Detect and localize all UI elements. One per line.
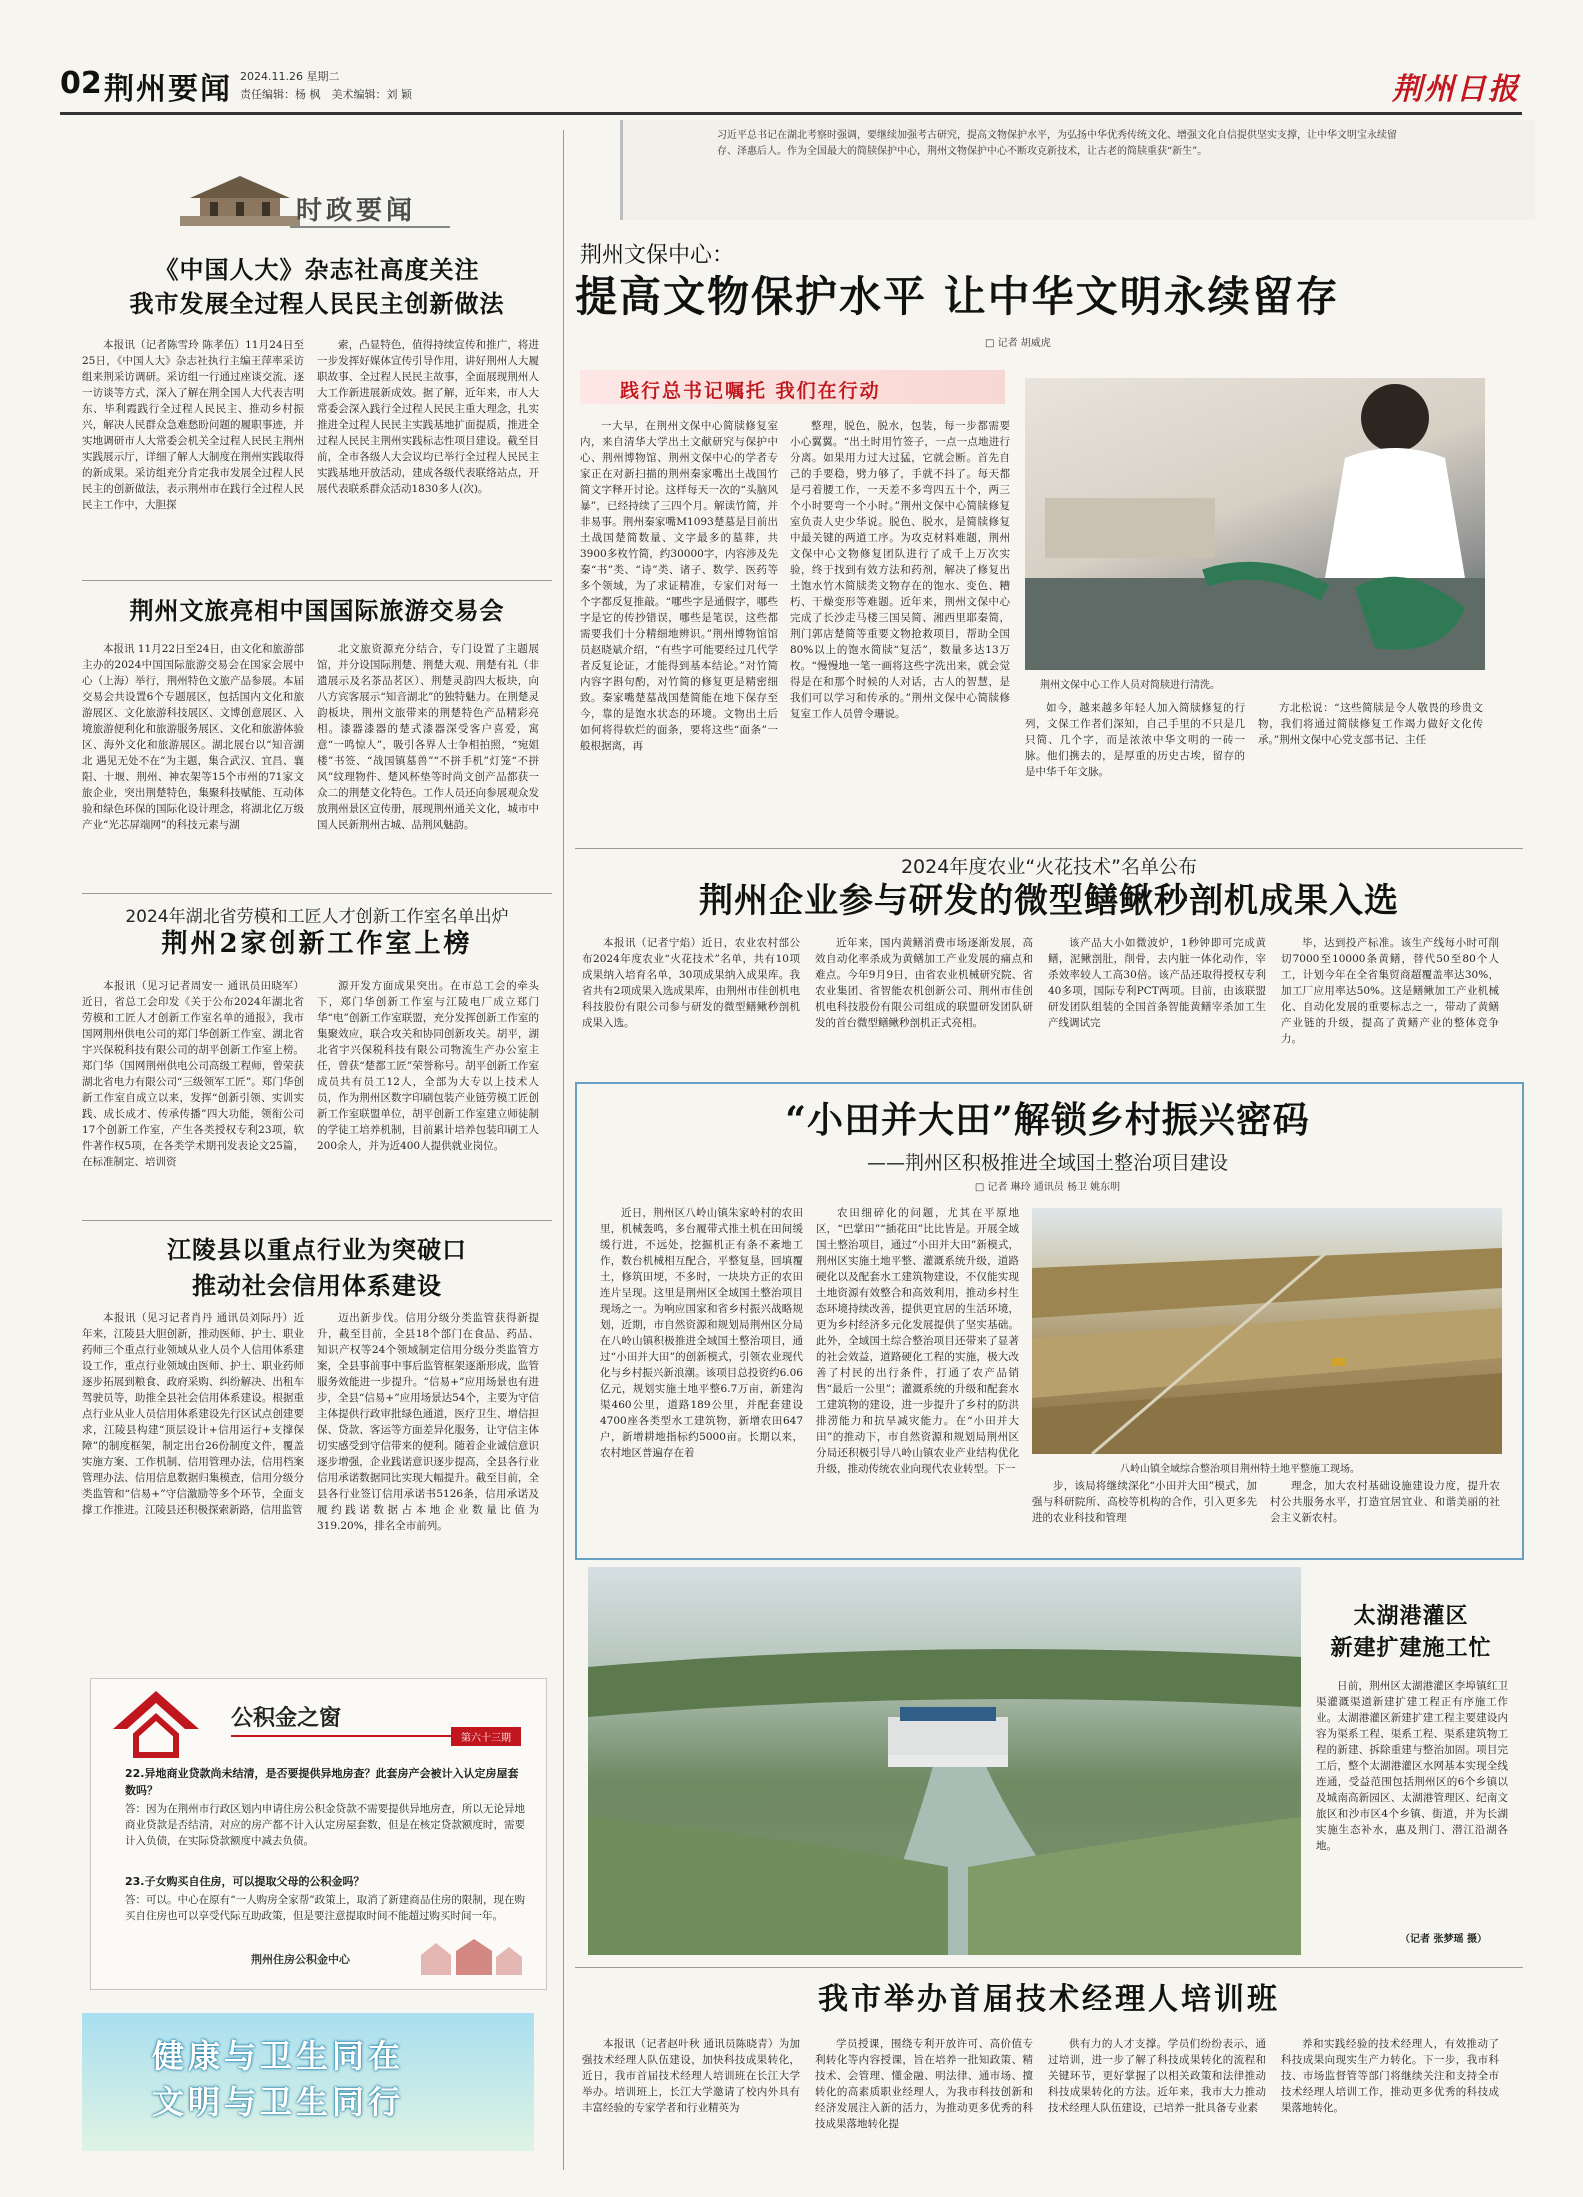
article4-title-line1: 江陵县以重点行业为突破口 bbox=[167, 1235, 467, 1264]
housing-fund-issue-badge: 第六十三期 bbox=[451, 1727, 521, 1746]
divider bbox=[575, 848, 1523, 849]
editors: 责任编辑：杨 枫 美术编辑：刘 颖 bbox=[240, 88, 412, 101]
quote-box bbox=[620, 120, 1535, 220]
housing-fund-a2: 答：可以。中心在原有“一人购房全家帮”政策上，取消了新建商品住房的限制，现在购买自住房也可以享受代际互助政策，但是要注意提取时间不能超过购买时间一年。 bbox=[125, 1894, 525, 1922]
article1-col1: 本报讯（记者陈雪玲 陈孝伍）11月24日至25日，《中国人大》杂志社执行主编王萍率采访组来荆采访调研。采访组一行通过座谈交流、逐一访谈等方式，深入了解在荆全国人大代表吉明东、毕利霞践行全过程人民民主、推动乡村振兴，解决人民群众急难愁盼问题的履职事迹，并实地调研市人大常委会机关全过程人民民主荆州实践展示厅，详细了解人大制度在荆州实践取得的新成果。采访组充分肯定我市发展全过程人民民主的创新做法，表示荆州市在践行全过程人民民主工作中，大胆探 bbox=[82, 339, 304, 511]
article4-col1: 本报讯（见习记者肖丹 通讯员刘际丹）近年来，江陵县大胆创新，推动医师、护士、职业药师三个重点行业领域从业人员个人信用体系建设工作，重点行业领域由医师、护士、职业药师逐步拓展到粮食、政府采购、纠纷解决、出租车驾驶员等，助推全县社会信用体系建设。根据重点行业从业人员信用体系建设先行区试点创建要求，江陵县构建“顶层设计+信用运行+支撑保障”的制度框架，制定出台26份制度文件，覆盖实施方案、工作机制、信用管理办法，信用档案管理办法、信用信息数据归集模查，信用分级分类监管和“信易+”守信激励等多个环节，全面支撑工作推进。江陵县还积极探索新路，信用监管 bbox=[82, 1312, 304, 1516]
housing-fund-title-rule bbox=[231, 1735, 451, 1737]
lead-photo-caption: 荆州文保中心工作人员对简牍进行清洗。 bbox=[1040, 680, 1220, 691]
lead-col1: 一大早，在荆州文保中心简牍修复室内，来自清华大学出土文献研究与保护中心、荆州博物馆、荆州文保中心的学者专家正在对新扫描的荆州秦家嘴出土战国竹简文字释开讨论。这样每天一次的“头脑风暴”，已经持续了三四个月。解读竹简，并非易事。荆州秦家嘴M1093楚墓是目前出土战国楚简数量、文字最多的墓葬，共3900多枚竹简，约30000字，内容涉及先秦“书”类、“诗”类、诸子、数学、医药等多个领域，为了求证精准，专家们对每一个字都反复推敲。“哪些字是通假字，哪些字是它的传抄错误，哪些是笔误，这些都需要我们十分精细地辨识。”荆州博物馆馆员赵晓斌介绍，“有些字可能要经过几代学者反复论证，才能得到基本结论。”对竹简内容字斟句酌，对竹简的修复更是精密细致。秦家嘴楚墓战国楚简能在地下保存至今，靠的是饱水状态的环境。文物出土后如何将得软烂的面条，要将这些“面条”一般根据离，再 bbox=[580, 420, 778, 752]
article2-title: 荆州文旅亮相中国国际旅游交易会 bbox=[129, 596, 505, 625]
article2-col2: 北文旅资源充分结合，专门设置了主题展馆，并分设国际荆楚、荆楚大观、荆楚有礼（非遗展示及名茶品茗区）、荆楚灵韵四大板块，向八方宾客展示“知音湖北”的独特魅力。在荆楚灵韵板块，荆州文旅带来的荆楚特色产品精彩亮相。漆器漆器的楚式漆器深受客户喜爱，寓意“一鸣惊人”，吸引各界人士争相拍照，“宛姐楼”书签、“战国镇墓兽”“不拼手机”灯笼“不拼风”纹理物件、楚风杯垫等时尚文创产品都获一众二的荆楚文化特色。工作人员还向参展观众发放荆州景区宣传册，展现荆州通关文化，城市中国人民新荆州古城、品荆风魅韵。 bbox=[317, 643, 539, 831]
housing-fund-q1: 22.异地商业贷款尚未结清，是否要提供异地房查？此套房产会被计入认定房屋套数吗？ bbox=[125, 1767, 519, 1797]
article1-title-line1: 《中国人大》杂志社高度关注 bbox=[154, 255, 480, 284]
divider bbox=[82, 1220, 552, 1221]
divider bbox=[575, 1967, 1523, 1968]
article6-col2: 农田细碎化的问题，尤其在平原地区，“巴掌田”“插花田”比比皆是。开展全域国土整治项目，通过“小田并大田”新模式，荆州区实施土地平整、灌溉系统升级，道路硬化以及配套水工建筑物建设，不仅能实现土地资源有效整合和高效利用，推动乡村生态环境持续改善，提供更宜居的生活环境，更为乡村经济多元化发展提供了坚实基础。此外，全域国土综合整治项目还带来了显著的社会效益，道路硬化工程的实施，极大改善了村民的出行条件，打通了农产品销售“最后一公里”；灌溉系统的升级和配套水工建筑物的建设，进一步提升了乡村的防洪排涝能力和抗旱减灾能力。在“小田并大田”的推动下，市自然资源和规划局荆州区分局还积极引导八岭山镇农业产业结构优化升级，推动传统农业向现代农业转型。下一 bbox=[816, 1207, 1019, 1475]
article7-title-line1: 太湖港灌区 bbox=[1353, 1603, 1469, 1629]
quote-text: 习近平总书记在湖北考察时强调，要继续加强考古研究，提高文物保护水平，为弘扬中华优秀传统文化、增强文化自信提供坚实支撑，让中华文明宝永续留存、泽惠后人。作为全国最大的简牍保护中心，荆州文物保护中心不断攻克新技术，让古老的简牍重获“新生”。 bbox=[717, 130, 1397, 157]
health-banner bbox=[82, 2013, 534, 2151]
masthead-rule bbox=[60, 112, 1522, 115]
header-underline bbox=[290, 226, 450, 228]
newspaper-logo: 荆州日报 bbox=[1392, 72, 1520, 107]
article6-col3: 步，该局将继续深化“小田并大田”模式，加强与科研院所、高校等机构的合作，引入更多先进的农业科技和管理 bbox=[1032, 1480, 1257, 1524]
housing-fund-q2: 23.子女购买自住房，可以提取父母的公积金吗？ bbox=[125, 1875, 365, 1888]
article8-col2: 学员授课，围绕专利开放许可、高价值专利转化等内容授课，旨在培养一批知政策、精技术、会管理、懂金融、明法律、通市场、擅转化的高素质职业经理人，为我市科技创新和经济发展注入新的活力，为推动更多优秀的科技成果落地转化提 bbox=[815, 2038, 1033, 2130]
housing-fund-a1: 答：因为在荆州市行政区划内申请住房公积金贷款不需要提供异地房查，所以无论异地商业贷款是否结清，对应的房产都不计入认定房屋套数，但是在核定贷款额度时，需要计入负债，在实际贷款额度中减去负债。 bbox=[125, 1803, 525, 1847]
divider bbox=[82, 580, 552, 581]
article8-col1: 本报讯（记者赵叶秋 通讯员陈晓青）为加强技术经理人队伍建设，加快科技成果转化，近日，我市首届技术经理人培训班在长江大学举办。培训班上，长江大学邀请了校内外具有丰富经验的专家学者和行业精英为 bbox=[582, 2038, 800, 2114]
article5-col3: 该产品大小如微波炉，1秒钟即可完成黄鳝，泥鳅剖肚，削骨，去内脏一体化动作，宰杀效率较人工高30倍。该产品还取得授权专利40多项，国际专利PCT两项。目前，由该联盟研发团队组装的全国首条智能黄鳝宰杀加工生产线调试完 bbox=[1048, 937, 1266, 1029]
article7-credit: （记者 张梦瑶 摄） bbox=[1400, 1934, 1487, 1945]
lead-slogan bbox=[580, 370, 1005, 404]
lead-col2: 整理，脱色，脱水，包装，每一步都需要小心翼翼。“出土时用竹签子，一点一点地进行分离。如果用力过大过猛，它就会断。首先自己的手要稳，劈力够了，手就不抖了。每天都是弓着腰工作，一天差不多弯四五十个，两三个小时要弯一个小时。”荆州文保中心简牍修复室负责人史少华说。脱色、脱水，是简牍修复中最关键的两道工序。为攻克材料难题，荆州文保中心文物修复团队进行了成千上万次实验，终于找到有效方法和药剂，解决了修复出土饱水竹木简牍类文物存在的饱水、变色、糟朽、干燥变形等难题。近年来，荆州文保中心完成了长沙走马楼三国吴简、湘西里耶秦简，荆门郭店楚简等重要文物抢救项目，帮助全国80%以上的饱水简牍“复活”，数量多达13万枚。“慢慢地一笔一画将这些字洗出来，就会觉得是在和那个时候的人对话，古人的智慧，是我们可以学习和传承的。”荆州文保中心简牍修复室工作人员曾令珊说。 bbox=[790, 420, 1010, 720]
article7-body: 日前，荆州区太湖港灌区李埠镇红卫渠灌溉渠道新建扩建工程正有序施工作业。太湖港灌区新建扩建工程主要建设内容为渠系工程、渠系工程、渠系建筑物工程的新建、拆除重建与整治加固。项目完工后，整个太湖港灌区水网基本实现全线连通，受益范围包括荆州区的6个乡镇以及城南高新园区、太湖港管理区、纪南文旅区和沙市区4个乡镇、街道，并为长湖实施生态补水，惠及荆门、潜江沿湖各地。 bbox=[1316, 1680, 1508, 1852]
article5-pretitle: 2024年度农业“火花技术”名单公布 bbox=[900, 856, 1198, 878]
article6-col4: 理念，加大农村基础设施建设力度，提升农村公共服务水平，打造宜居宜业、和谐美丽的社会主义新农村。 bbox=[1270, 1480, 1500, 1524]
lead-byline: □ 记者 胡威虎 bbox=[985, 338, 1051, 349]
article7-title bbox=[1302, 1600, 1520, 1664]
housing-fund-box bbox=[90, 1678, 547, 1990]
article8-col3: 供有力的人才支撑。学员们纷纷表示，通过培训，进一步了解了科技成果转化的流程和关键环节，更好掌握了以相关政策和法律推动科技成果转化的方法。近年来，我市大力推动技术经理人队伍建设，已培养一批具备专业素 bbox=[1048, 2038, 1266, 2114]
banner-line1: 健康与卫生同在 bbox=[152, 2037, 405, 2075]
lead-slogan-text: 践行总书记嘱托 我们在行动 bbox=[620, 380, 881, 402]
lead-photo bbox=[1025, 378, 1485, 670]
article6-photo bbox=[1032, 1208, 1502, 1454]
article4-title-line2: 推动社会信用体系建设 bbox=[192, 1271, 442, 1300]
article5-col1: 本报讯（记者宁焰）近日，农业农村部公布2024年度农业“火花技术”名单，共有10项成果纳入培育名单，30项成果纳入成果库。我省共有2项成果入选成果库，由荆州市佳创机电科技股份有限公司参与研发的微型鳝鳅秒剖机成果入选。 bbox=[582, 937, 800, 1029]
column-header bbox=[180, 168, 450, 230]
housing-fund-title: 公积金之窗 bbox=[231, 1705, 342, 1731]
article1-title-line2: 我市发展全过程人民民主创新做法 bbox=[129, 289, 505, 318]
column-separator bbox=[563, 130, 564, 2170]
issue-date: 2024.11.26 星期二 bbox=[240, 70, 340, 83]
lead-col4: 方北松说：“这些简牍是令人敬畏的珍贵文物，我们将通过简牍修复工作竭力做好文化传承。”荆州文保中心党支部书记、主任 bbox=[1258, 702, 1483, 746]
section-title: 荆州要闻 bbox=[104, 72, 232, 107]
page-number: 02 bbox=[60, 66, 102, 101]
houses-icon bbox=[416, 1937, 526, 1977]
article5-title: 荆州企业参与研发的微型鳝鳅秒剖机成果入选 bbox=[699, 881, 1399, 921]
irrigation-photo bbox=[588, 1567, 1301, 1955]
field-photo bbox=[1032, 1208, 1502, 1454]
article3-pretitle: 2024年湖北省劳模和工匠人才创新工作室名单出炉 bbox=[125, 907, 509, 927]
article4-col2: 迈出新步伐。信用分级分类监管获得新提升，截至目前，全县18个部门在食品、药品、知识产权等24个领域制定信用分级分类监管方案，全县事前事中事后监管框架逐渐形成，监管服务效能进一步提升。“信易+”应用场景也有进步，全县“信易+”应用场景达54个，主要为守信主体提供行政审批绿色通道，医疗卫生、增信担保、贷款、客运等方面差异化服务，让守信主体切实感受到守信带来的便利。随着企业诚信意识逐步增强，企业践诺意识逐步提高，全县各行业信用承诺数据同比实现大幅提升。截至目前，全县各行业签订信用承诺书5126条，信用承诺及履约践诺数据占本地企业数量比值为319.20%，排名全市前列。 bbox=[317, 1312, 539, 1532]
article1-col2: 索，凸显特色，值得持续宣传和推广，将进一步发挥好媒体宣传引导作用，讲好荆州人大履职故事、全过程人民民主故事，全面展现荆州人大工作新进展新成效。据了解，近年来，市人大常委会深入践行全过程人民民主重大理念，扎实推进全过程人民民主实践基地扩面提质，推进全过程人民民主荆州实践标志性项目建设。截至目前，全市各级人大会议均已举行全过程人民民主实践基地开放活动，建成各级代表联络站点，开展代表联系群众活动1830多人(次)。 bbox=[317, 339, 539, 495]
article3-col2: 源开发方面成果突出。在市总工会的牵头下，郑门华创新工作室与江陵电厂成立郑门华“电”创新工作室联盟，充分发挥创新工作室的集聚效应，联合攻关和协同创新攻关。胡平，湖北省宇兴保税科技有限公司物流生产办公室主任，曾获“楚都工匠”荣誉称号。胡平创新工作室成员共有员工12人，全部为大专以上技术人员，作为荆州区数字印刷包装产业链劳模工匠创新工作室联盟单位，胡平创新工作室建立师徒制的学徒工培养机制，目前累计培养包装印刷工人200余人，并为近400人提供就业岗位。 bbox=[317, 980, 539, 1152]
banner-line2: 文明与卫生同行 bbox=[152, 2083, 405, 2121]
article3-title: 荆州2家创新工作室上榜 bbox=[161, 929, 473, 959]
article6-subtitle: ——荆州区积极推进全域国土整治项目建设 bbox=[866, 1152, 1228, 1174]
article5-col2: 近年来，国内黄鳝消费市场逐渐发展，高效自动化率杀成为黄鳝加工产业发展的痛点和难点。今年9月9日，由省农业机械研究院、省农业集团、省智能农机创新公司、荆州市佳创机电科技股份有限公司组成的联盟研发团队研发的首台微型鳝鳅秒剖机正式亮相。 bbox=[815, 937, 1033, 1029]
lead-kicker: 荆州文保中心： bbox=[580, 243, 735, 268]
article6-col1: 近日，荆州区八岭山镇朱家岭村的农田里，机械轰鸣，多台履带式推土机在田间缓缓行进，不远处，挖掘机正有条不紊地工作，数台机械相互配合，平整复垦，回填覆土，修筑田埂，不多时，一块块方正的农田连片呈现。这里是荆州区全域国土整治项目现场之一。为响应国家和省乡村振兴战略规划，近期，市自然资源和规划局荆州区分局在八岭山镇积极推进全域国土整治项目，通过“小田并大田”的创新模式，引领农业现代化与乡村振兴新浪潮。该项目总投资约6.06亿元，规划实施土地平整6.7万亩，新建沟渠460公里，道路189公里，并配套建设4700座各类型水工建筑物，新增农田647户，新增耕地指标约5000亩。长期以来，农村地区普遍存在着 bbox=[600, 1207, 803, 1459]
divider bbox=[82, 893, 552, 894]
lead-col3: 如今，越来越多年轻人加入简牍修复的行列，文保工作者们深知，自己手里的不只是几只简、几个字，而是浓浓中华文明的一砖一脉。他们携去的，是厚重的历史古埃，留存的是中华千年文脉。 bbox=[1025, 702, 1245, 778]
article4-title bbox=[82, 1232, 552, 1304]
article6-byline: □ 记者 琳玲 通讯员 杨卫 姚东明 bbox=[974, 1182, 1121, 1193]
column-header-title: 时政要闻 bbox=[296, 196, 417, 226]
lead-title: 提高文物保护水平 让中华文明永续留存 bbox=[575, 272, 1340, 321]
lab-photo bbox=[1025, 378, 1485, 670]
article7-title-line2: 新建扩建施工忙 bbox=[1330, 1635, 1492, 1661]
article6-photo-caption: 八岭山镇全域综合整治项目荆州特土地平整施工现场。 bbox=[1120, 1464, 1360, 1475]
article1-title bbox=[82, 253, 552, 321]
article5-col4: 毕，达到投产标准。该生产线每小时可削切7000至10000条黄鳝，替代50至80个人工，计划今年在全省集贸商超覆盖率达30%，加工厂应用率达50%。这是鳝鳅加工产业机械化、自动化发展的重要标志之一，带动了黄鳝产业链的升级，提高了黄鳝产业的整体竞争力。 bbox=[1281, 937, 1499, 1045]
housing-fund-logo-icon bbox=[111, 1689, 201, 1759]
article3-col1: 本报讯（见习记者周安一 通讯员田晓军）近日，省总工会印发《关于公布2024年湖北省劳模和工匠人才创新工作室名单的通报》，我市国网荆州供电公司的郑门华创新工作室、湖北省宇兴保税科技有限公司的胡平创新工作室上榜。郑门华（国网荆州供电公司高级工程师，曾荣获湖北省电力有限公司“三级领军工匠”。郑门华创新工作室自成立以来，发挥“创新引领、实训实践、成长成才、传承传播”四大功能，领衔公司17个创新工作室，产生各类授权专利23项，软件著作权5项，在各类学术期刊发表论文25篇，在标准制定、培训资 bbox=[82, 980, 304, 1168]
article8-title: 我市举办首届技术经理人培训班 bbox=[818, 1982, 1280, 2017]
article8-col4: 养和实践经验的技术经理人，有效推动了科技成果向现实生产力转化。下一步，我市科技、市场监督管等部门将继续关注和支持全市技术经理人培训工作，推动更多优秀的科技成果落地转化。 bbox=[1281, 2038, 1499, 2114]
pavilion-icon bbox=[180, 168, 300, 228]
article6-title: “小田并大田”解锁乡村振兴密码 bbox=[785, 1099, 1310, 1141]
article2-col1: 本报讯 11月22日至24日，由文化和旅游部主办的2024中国国际旅游交易会在国家会展中心（上海）举行，荆州特色文旅产品参展。本届交易会共设置6个专题展区，包括国内文化和旅游展区、文化旅游科技展区、文博创意展区、入境旅游便利化和旅游服务展区、文化和旅游体验区、海外文化和旅游展区。湖北展台以“知音湖北 遇见无处不在”为主题，集合武汉、宜昌、襄阳、十堰、荆州、神农架等15个市州的71家文旅企业，突出荆楚特色，集聚科技赋能、互动体验和绿色环保的国际化设计理念，将湖北亿万级产业“光芯屏端网”的科技元素与湖 bbox=[82, 643, 304, 831]
housing-fund-footer: 荆州住房公积金中心 bbox=[251, 1953, 350, 1966]
article7-photo bbox=[588, 1567, 1301, 1955]
